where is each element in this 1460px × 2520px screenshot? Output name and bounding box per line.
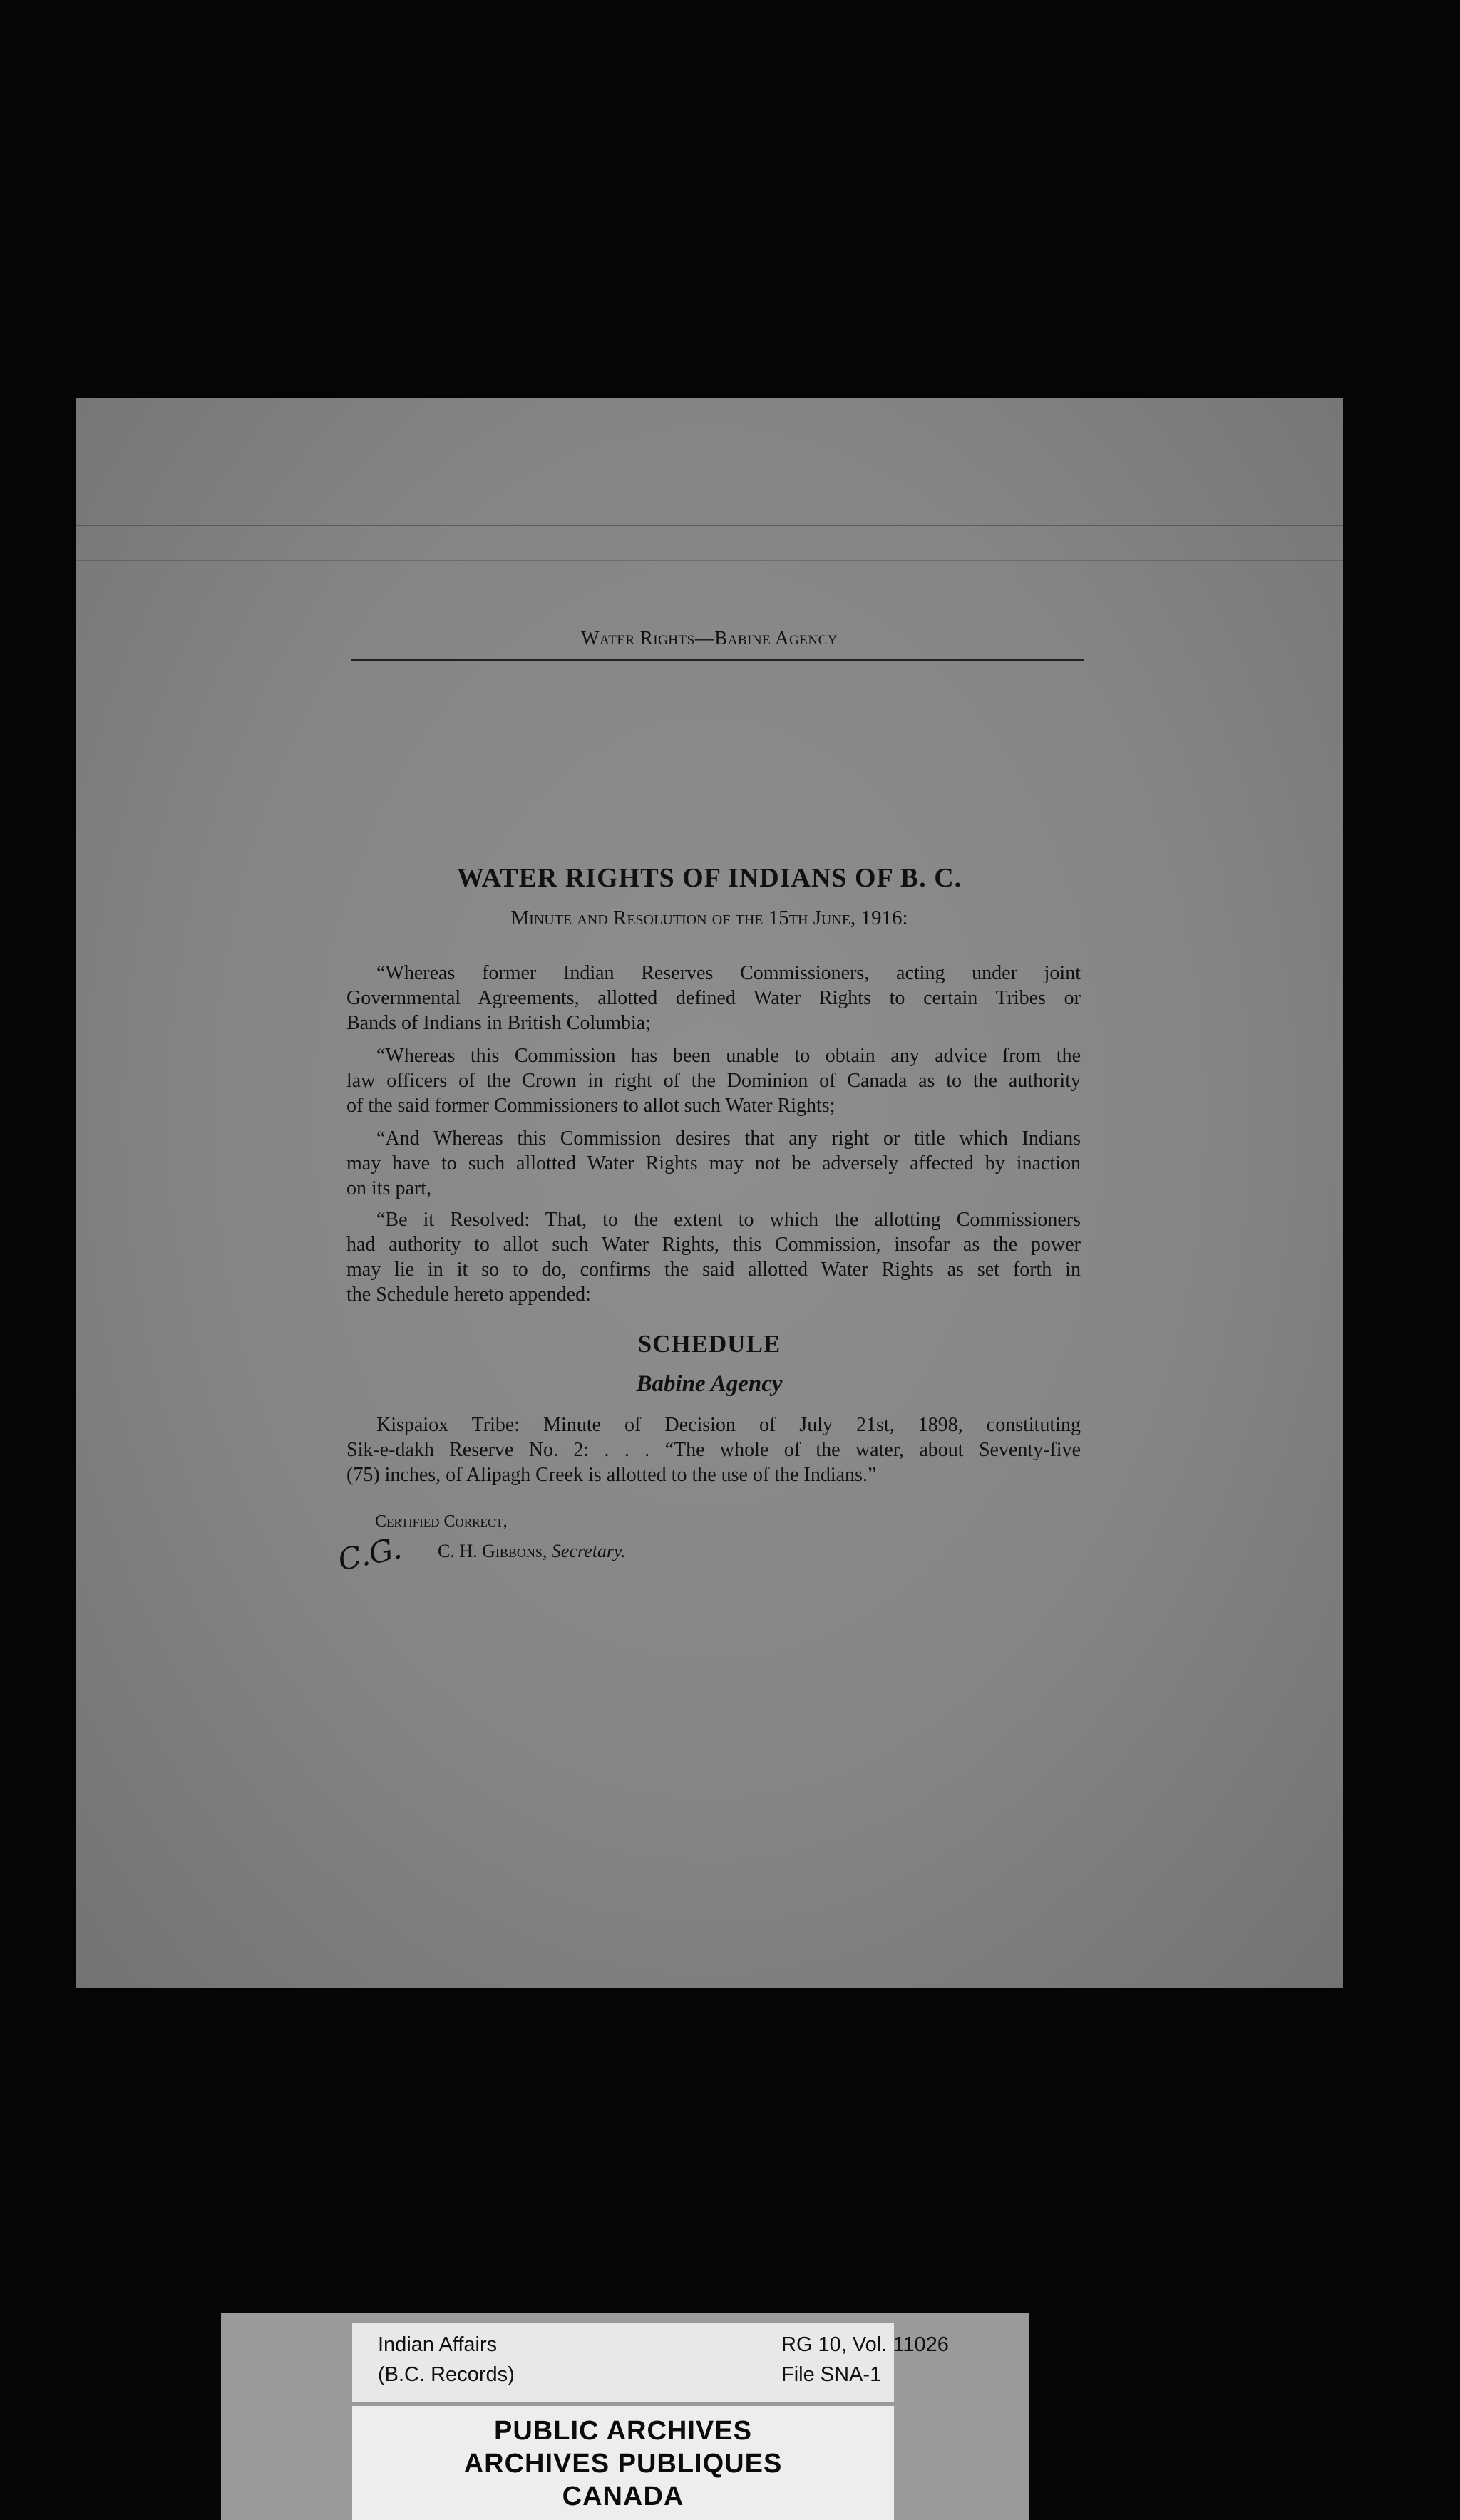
running-head: Water Rights—Babine Agency — [581, 627, 838, 649]
archive-reference-card — [352, 2323, 949, 2402]
running-head-rule — [351, 659, 1084, 661]
agency-heading: Babine Agency — [636, 1371, 783, 1397]
paragraph-line: may lie in it so to do, confirms the said allotted Water Rights as set forth in — [346, 1259, 1081, 1281]
document-subtitle: Minute and Resolution of the 15th June, 1916: — [510, 907, 908, 929]
schedule-line: (75) inches, of Alipagh Creek is allotted to the use of the Indians.” — [346, 1464, 877, 1486]
whereas-paragraph-1 — [346, 961, 1081, 1036]
paragraph-line: may have to such allotted Water Rights may not be adversely affected by inaction — [346, 1152, 1081, 1174]
paragraph-line: “Be it Resolved: That, to the extent to which the allotting Commissioners — [376, 1209, 1081, 1231]
stamp-line-english: PUBLIC ARCHIVES — [494, 2416, 752, 2446]
archive-label-strip — [221, 2313, 1029, 2520]
paragraph-line: “Whereas this Commission has been unable to obtain any advice from the — [376, 1045, 1081, 1067]
schedule-entry — [346, 1413, 1081, 1487]
page-fold-line — [76, 525, 1343, 526]
paragraph-line: law officers of the Crown in right of the Dominion of Canada as to the authority — [346, 1070, 1081, 1092]
schedule-line: Sik-e-dakh Reserve No. 2: . . . “The whole of the water, about Seventy-five — [346, 1439, 1081, 1461]
stamp-line-country: CANADA — [562, 2482, 684, 2511]
schedule-heading: SCHEDULE — [637, 1330, 781, 1358]
paragraph-line: of the said former Commissioners to allot such Water Rights; — [346, 1095, 836, 1117]
schedule-line: Kispaiox Tribe: Minute of Decision of July 21st, 1898, constituting — [376, 1414, 1081, 1436]
signer-role: Secretary. — [551, 1541, 626, 1561]
collection-subtitle: (B.C. Records) — [378, 2363, 515, 2386]
whereas-paragraph-2 — [346, 1043, 1081, 1118]
signature-line — [438, 1541, 626, 1562]
handwritten-initials: C.G. — [334, 1530, 405, 1578]
stamp-line-french: ARCHIVES PUBLIQUES — [463, 2449, 783, 2479]
page-fold-line-lower — [76, 560, 1343, 561]
document-title: WATER RIGHTS OF INDIANS OF B. C. — [456, 863, 962, 893]
paragraph-line: “And Whereas this Commission desires that any right or title which Indians — [376, 1127, 1081, 1150]
signer-name: C. H. Gibbons, — [438, 1541, 548, 1561]
paragraph-line: had authority to allot such Water Rights, this Commission, insofar as the power — [346, 1234, 1081, 1256]
paragraph-line: “Whereas former Indian Reserves Commissioners, acting under joint — [376, 962, 1081, 984]
paragraph-line: Bands of Indians in British Columbia; — [346, 1012, 651, 1034]
record-group: RG 10, Vol. 11026 — [781, 2333, 949, 2356]
collection-name: Indian Affairs — [378, 2333, 498, 2356]
paragraph-line: Governmental Agreements, allotted defined Water Rights to certain Tribes or — [346, 987, 1081, 1009]
archives-stamp — [352, 2406, 894, 2520]
resolved-paragraph — [346, 1207, 1081, 1307]
file-number: File SNA-1 — [781, 2363, 882, 2386]
certified-correct: Certified Correct, — [375, 1512, 508, 1531]
paragraph-line: the Schedule hereto appended: — [346, 1284, 591, 1306]
whereas-paragraph-3 — [346, 1126, 1081, 1201]
document-page — [76, 398, 1343, 1988]
paragraph-line: on its part, — [346, 1177, 431, 1199]
